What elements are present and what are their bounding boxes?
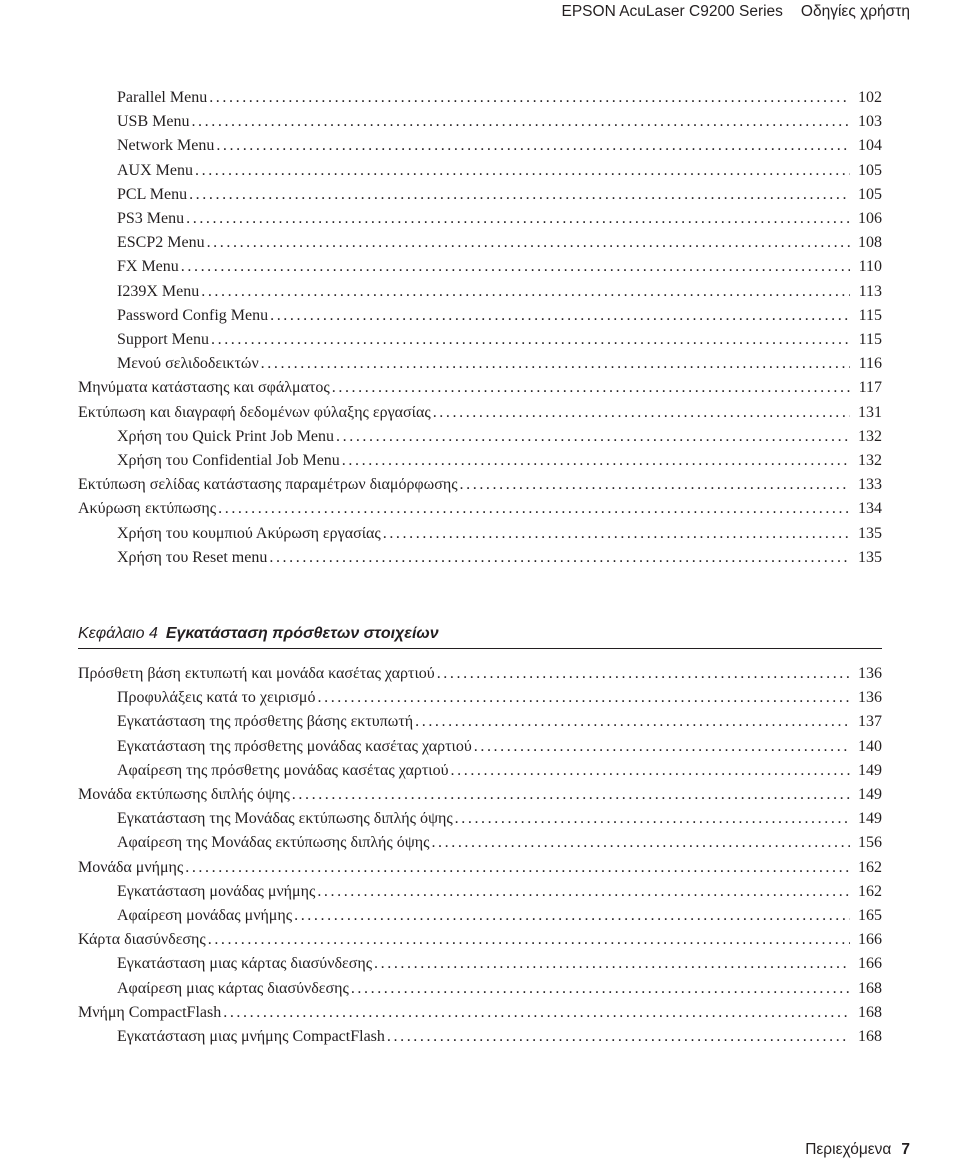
dot-leader xyxy=(207,231,850,255)
toc-entry[interactable] xyxy=(117,134,882,158)
toc-entry-title: Χρήση του Reset menu xyxy=(117,548,268,566)
toc-entry[interactable] xyxy=(117,425,882,449)
toc-entry-page: 105 xyxy=(858,161,882,179)
dot-leader xyxy=(383,522,850,546)
toc-entry[interactable] xyxy=(117,807,882,831)
dot-leader xyxy=(186,207,850,231)
dot-leader xyxy=(261,352,850,376)
toc-entry-page: 115 xyxy=(858,331,882,348)
toc-entry-page: 102 xyxy=(858,89,882,106)
toc-entry[interactable] xyxy=(78,1001,882,1025)
toc-entry-page: 137 xyxy=(858,713,882,731)
toc-entry-title: Εγκατάσταση μονάδας μνήμης xyxy=(117,882,316,900)
dot-leader xyxy=(437,662,850,686)
dot-leader xyxy=(216,134,850,158)
footer-section: Περιεχόμενα xyxy=(805,1141,892,1158)
toc-entry-title: Εγκατάσταση μιας μνήμης CompactFlash xyxy=(117,1028,385,1045)
toc-entry[interactable] xyxy=(117,449,882,473)
toc-entry-title: Κάρτα διασύνδεσης xyxy=(78,931,206,949)
dot-leader xyxy=(374,952,850,976)
toc-entry-page: 136 xyxy=(858,665,882,682)
toc-entry[interactable] xyxy=(117,352,882,376)
dot-leader xyxy=(474,735,850,759)
chapter-divider xyxy=(78,648,882,649)
toc-entry-title: Χρήση του Confidential Job Menu xyxy=(117,452,340,469)
dot-leader xyxy=(270,304,850,328)
toc-entry[interactable] xyxy=(117,831,882,855)
toc-entry-page: 133 xyxy=(858,476,882,494)
toc-entry-title: Πρόσθετη βάση εκτυπωτή και μονάδα κασέτας χαρτιού xyxy=(78,665,435,682)
toc-entry[interactable] xyxy=(78,376,882,400)
toc-entry-page: 116 xyxy=(858,355,882,373)
toc-entry-page: 132 xyxy=(858,452,882,469)
toc-entry[interactable] xyxy=(78,473,882,497)
dot-leader xyxy=(191,110,850,134)
dot-leader xyxy=(209,86,850,110)
toc-entry-page: 149 xyxy=(858,761,882,779)
dot-leader xyxy=(211,328,850,352)
dot-leader xyxy=(433,401,850,425)
toc-entry-page: 149 xyxy=(858,786,882,803)
toc-entry-title: Support Menu xyxy=(117,331,209,348)
dot-leader xyxy=(181,255,850,279)
dot-leader xyxy=(195,159,850,183)
toc-entry-page: 149 xyxy=(858,810,882,828)
toc-entry-title: Μενού σελιδοδεικτών xyxy=(117,355,259,373)
toc-entry[interactable] xyxy=(117,304,882,328)
dot-leader xyxy=(431,831,850,855)
dot-leader xyxy=(317,880,850,904)
toc-entry[interactable] xyxy=(78,662,882,686)
toc-entry-page: 168 xyxy=(858,1028,882,1045)
toc-entry[interactable] xyxy=(78,401,882,425)
toc-entry-title: USB Menu xyxy=(117,113,190,131)
toc-entry-title: AUX Menu xyxy=(117,161,193,179)
toc-entry-page: 134 xyxy=(858,500,882,518)
page-number: 7 xyxy=(901,1141,910,1158)
dot-leader xyxy=(460,473,850,497)
toc-entry-title: Προφυλάξεις κατά το χειρισμό xyxy=(117,689,316,707)
dot-leader xyxy=(318,686,851,710)
toc-entry-page: 162 xyxy=(858,858,882,876)
dot-leader xyxy=(451,759,850,783)
dot-leader xyxy=(201,280,850,304)
toc-entry-title: PS3 Menu xyxy=(117,210,185,227)
toc-entry[interactable] xyxy=(117,159,882,183)
toc-entry-title: Ακύρωση εκτύπωσης xyxy=(78,500,217,518)
toc-entry[interactable] xyxy=(117,280,882,304)
toc-entry[interactable] xyxy=(117,977,882,1001)
toc-entry[interactable] xyxy=(78,928,882,952)
toc-entry-page: 166 xyxy=(858,931,882,949)
dot-leader xyxy=(387,1025,850,1049)
toc-entry-title: Εκτύπωση και διαγραφή δεδομένων φύλαξης εργασίας xyxy=(78,403,431,421)
toc-entry-page: 108 xyxy=(858,234,882,252)
dot-leader xyxy=(336,425,850,449)
toc-entry-title: Αφαίρεση της Μονάδας εκτύπωσης διπλής όψης xyxy=(117,834,430,852)
toc-entry[interactable] xyxy=(117,904,882,928)
toc-entry-title: Parallel Menu xyxy=(117,89,208,106)
toc-entry-title: Εγκατάσταση της Μονάδας εκτύπωσης διπλής όψης xyxy=(117,810,453,828)
toc-entry-page: 104 xyxy=(858,137,882,155)
toc-entry-title: Μνήμη CompactFlash xyxy=(78,1003,222,1021)
dot-leader xyxy=(351,977,850,1001)
toc-entry-title: Εκτύπωση σελίδας κατάστασης παραμέτρων διαμόρφωσης xyxy=(78,476,458,494)
toc-entry[interactable] xyxy=(117,735,882,759)
toc-entry-title: Αφαίρεση μονάδας μνήμης xyxy=(117,907,293,924)
toc-entry-title: Εγκατάσταση της πρόσθετης μονάδας κασέτας χαρτιού xyxy=(117,737,472,755)
toc-entry[interactable] xyxy=(117,952,882,976)
toc-entry-title: Αφαίρεση μιας κάρτας διασύνδεσης xyxy=(117,979,349,997)
toc-entry-title: Μονάδα εκτύπωσης διπλής όψης xyxy=(78,786,290,803)
toc-entry[interactable] xyxy=(117,207,882,231)
toc-entry[interactable] xyxy=(117,759,882,783)
toc-entry-title: Εγκατάσταση της πρόσθετης βάσης εκτυπωτή xyxy=(117,713,414,731)
toc-entry-page: 117 xyxy=(858,379,882,397)
toc-entry-page: 168 xyxy=(858,1003,882,1021)
dot-leader xyxy=(294,904,850,928)
toc-entry[interactable] xyxy=(117,546,882,570)
dot-leader xyxy=(218,497,850,521)
toc-entry-page: 135 xyxy=(858,548,882,566)
dot-leader xyxy=(185,856,850,880)
chapter-title: Εγκατάσταση πρόσθετων στοιχείων xyxy=(165,625,439,642)
toc-entry-page: 113 xyxy=(858,282,882,300)
toc-entry[interactable] xyxy=(78,856,882,880)
chapter-number: Κεφάλαιο 4 xyxy=(78,625,158,642)
toc-entry-page: 135 xyxy=(858,524,882,542)
toc-entry-title: ESCP2 Menu xyxy=(117,234,205,252)
toc-entry-page: 156 xyxy=(858,834,882,852)
toc-entry-page: 168 xyxy=(858,979,882,997)
toc-entry[interactable] xyxy=(117,86,882,110)
toc-entry-title: Μονάδα μνήμης xyxy=(78,858,184,876)
toc-entry-page: 131 xyxy=(858,403,882,421)
dot-leader xyxy=(292,783,850,807)
toc-entry[interactable] xyxy=(78,783,882,807)
product-name: EPSON AcuLaser C9200 Series xyxy=(561,3,783,20)
toc-entry-title: Χρήση του κουμπιού Ακύρωση εργασίας xyxy=(117,524,381,542)
toc-entry-page: 105 xyxy=(858,185,882,203)
dot-leader xyxy=(415,710,850,734)
toc-entry-page: 166 xyxy=(858,955,882,973)
toc-entry-page: 106 xyxy=(858,210,882,227)
toc-entry-title: Μηνύματα κατάστασης και σφάλματος xyxy=(78,379,330,397)
toc-entry-title: PCL Menu xyxy=(117,185,188,203)
page-footer xyxy=(805,1138,910,1162)
toc-entry[interactable] xyxy=(117,328,882,352)
dot-leader xyxy=(208,928,850,952)
toc-entry-page: 140 xyxy=(858,737,882,755)
dot-leader xyxy=(342,449,850,473)
document-title: Οδηγίες χρήστη xyxy=(800,3,910,20)
dot-leader xyxy=(455,807,850,831)
toc-entry[interactable] xyxy=(117,255,882,279)
toc-entry[interactable] xyxy=(117,110,882,134)
dot-leader xyxy=(189,183,850,207)
toc-entry-page: 136 xyxy=(858,689,882,707)
chapter-heading[interactable] xyxy=(78,622,439,646)
toc-entry-page: 115 xyxy=(858,306,882,324)
toc-entry-title: FX Menu xyxy=(117,258,179,276)
toc-entry-title: Network Menu xyxy=(117,137,215,155)
toc-entry-page: 110 xyxy=(858,258,882,276)
toc-entry-title: I239X Menu xyxy=(117,282,200,300)
toc-entry[interactable] xyxy=(78,497,882,521)
toc-entry-page: 165 xyxy=(858,907,882,924)
dot-leader xyxy=(223,1001,850,1025)
running-header xyxy=(562,0,911,24)
toc-entry-page: 103 xyxy=(858,113,882,131)
toc-entry-title: Εγκατάσταση μιας κάρτας διασύνδεσης xyxy=(117,955,373,973)
toc-entry-title: Password Config Menu xyxy=(117,306,269,324)
toc-entry[interactable] xyxy=(117,686,882,710)
toc-entry-title: Χρήση του Quick Print Job Menu xyxy=(117,427,335,445)
dot-leader xyxy=(269,546,850,570)
toc-entry-page: 132 xyxy=(858,427,882,445)
toc-entry[interactable] xyxy=(117,231,882,255)
toc-entry[interactable] xyxy=(117,1025,882,1049)
toc-entry[interactable] xyxy=(117,522,882,546)
toc-entry[interactable] xyxy=(117,880,882,904)
toc-entry[interactable] xyxy=(117,183,882,207)
toc-entry-page: 162 xyxy=(858,882,882,900)
toc-entry[interactable] xyxy=(117,710,882,734)
dot-leader xyxy=(332,376,850,400)
toc-entry-title: Αφαίρεση της πρόσθετης μονάδας κασέτας χαρτιού xyxy=(117,761,449,779)
